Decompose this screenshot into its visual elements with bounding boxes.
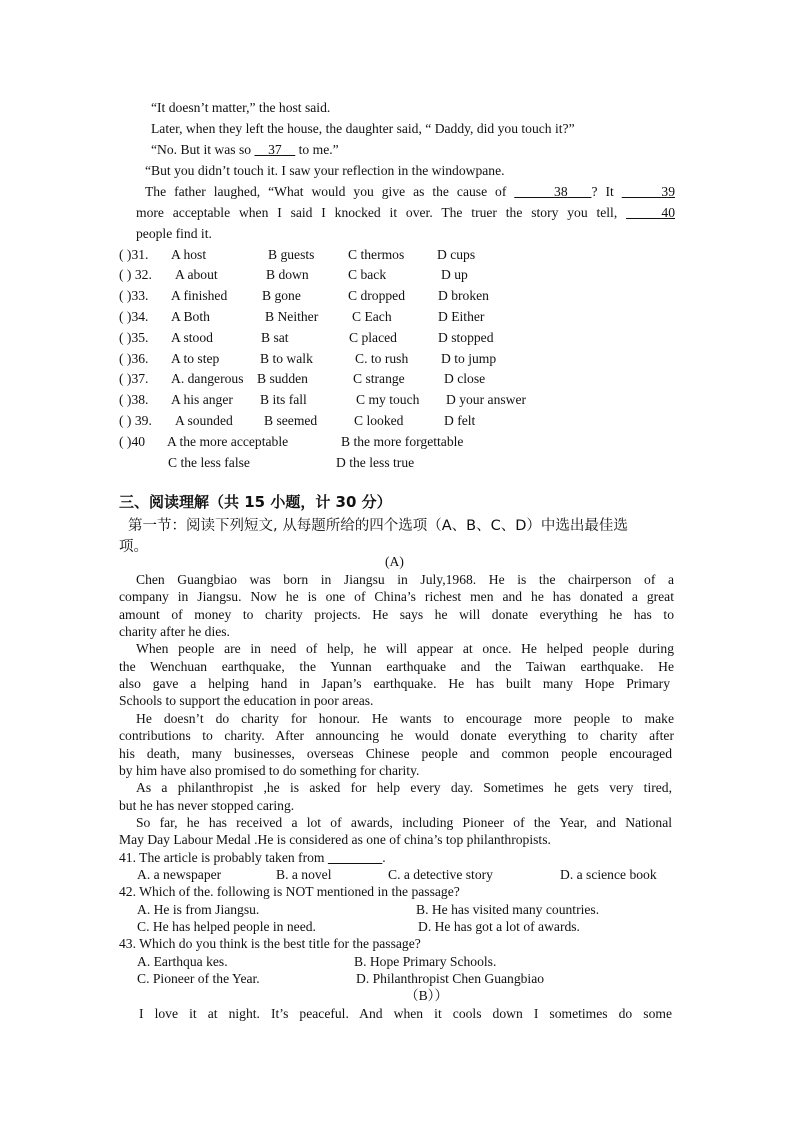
question-number: ( )36.	[119, 351, 149, 366]
option-a: A. Earthqua kes.	[137, 954, 228, 969]
question-number: ( )34.	[119, 309, 149, 324]
option-b: B Neither	[265, 309, 319, 324]
question-number: ( )35.	[119, 330, 149, 345]
question-number: ( ) 32.	[119, 267, 152, 282]
option-b: B. He has visited many countries.	[416, 902, 600, 917]
section-heading: 三、阅读理解（共 15 小题，计 30 分）	[119, 493, 392, 511]
passage-line: amount of money to charity projects. He says he will donate everything he has to	[119, 607, 674, 622]
option-b: B down	[266, 267, 309, 282]
story-text: The father laughed, “What would you give as the cause of	[145, 184, 507, 199]
blank-37: 37	[268, 142, 282, 157]
question-number: ( ) 39.	[119, 413, 152, 428]
blank-40: 40	[661, 205, 675, 220]
passage-line: company in Jiangsu. Now he is one of China’s richest men and he has donated a great	[119, 589, 674, 604]
question-stem: 41. The article is probably taken from .	[119, 850, 386, 865]
passage-line: So far, he has received a lot of awards, including Pioneer of the Year, and National	[136, 815, 672, 830]
option-c: C Each	[352, 309, 392, 324]
passage-line: When people are in need of help, he will appear at once. He helped people during	[136, 641, 674, 656]
story-line: Later, when they left the house, the daughter said, “ Daddy, did you touch it?”	[151, 121, 575, 136]
option-c: C my touch	[356, 392, 420, 407]
option-a: A his anger	[171, 392, 233, 407]
section-instructions: 项。	[119, 539, 148, 555]
passage-line: He doesn’t do charity for honour. He wants to encourage more people to make	[136, 711, 674, 726]
story-line: “But you didn’t touch it. I saw your reflection in the windowpane.	[145, 163, 505, 178]
option-a: A Both	[171, 309, 210, 324]
option-a: A. dangerous	[171, 371, 244, 386]
passage-line: As a philanthropist ,he is asked for help every day. Sometimes he gets very tired,	[136, 780, 672, 795]
option-b: B. a novel	[276, 867, 332, 882]
answer-blank	[328, 850, 382, 865]
story-line	[145, 183, 675, 201]
question-number: ( )37.	[119, 371, 149, 386]
passage-line: May Day Labour Medal .He is considered as one of china’s top philanthropists.	[119, 832, 551, 847]
option-b: B gone	[262, 288, 301, 303]
option-d: D. Philanthropist Chen Guangbiao	[356, 971, 545, 986]
passage-line: also gave a helping hand in Japan’s earthquake. He has built many Hope Primary	[119, 676, 670, 691]
option-d: D broken	[438, 288, 489, 303]
passage-line: but he has never stopped caring.	[119, 798, 295, 813]
option-c: C looked	[354, 413, 404, 428]
option-d: D stopped	[438, 330, 494, 345]
option-a: A about	[175, 267, 218, 282]
option-c: C. a detective story	[388, 867, 493, 882]
option-d: D the less true	[336, 455, 415, 470]
option-a: A. He is from Jiangsu.	[137, 902, 260, 917]
story-line	[151, 141, 339, 159]
passage-label: (A)	[385, 554, 404, 569]
question-stem: 43. Which do you think is the best title for the passage?	[119, 936, 421, 951]
passage-line: his death, many businesses, overseas Chinese people and common people encouraged	[119, 746, 672, 761]
passage-line: I love it at night. It’s peaceful. And when it cools down I sometimes do some	[139, 1006, 672, 1021]
story-text: more acceptable when I said I knocked it over. The truer the story you tell,	[136, 205, 618, 220]
question-number: ( )38.	[119, 392, 149, 407]
option-a: A host	[171, 247, 207, 262]
option-b: B guests	[268, 247, 315, 262]
option-c: C. He has helped people in need.	[137, 919, 316, 934]
option-b: B seemed	[264, 413, 318, 428]
option-c: C strange	[353, 371, 405, 386]
blank-39: 39	[661, 184, 676, 199]
option-c: C. Pioneer of the Year.	[137, 971, 260, 986]
question-stem: 42. Which of the. following is NOT mentioned in the passage?	[119, 884, 460, 899]
option-d: D. a science book	[560, 867, 657, 882]
option-c: C dropped	[348, 288, 406, 303]
option-b: B to walk	[260, 351, 313, 366]
story-text: ? It	[591, 184, 614, 199]
option-a: A finished	[171, 288, 228, 303]
option-a: A the more acceptable	[167, 434, 289, 449]
option-c: C back	[348, 267, 387, 282]
question-number: ( )40	[119, 434, 146, 449]
option-b: B the more forgettable	[341, 434, 464, 449]
option-a: A stood	[171, 330, 213, 345]
section-instructions: 第一节：阅读下列短文, 从每题所给的四个选项（A、B、C、D）中选出最佳选	[128, 518, 628, 534]
option-d: D cups	[437, 247, 476, 262]
option-c: C the less false	[168, 455, 250, 470]
option-d: D. He has got a lot of awards.	[418, 919, 580, 934]
passage-line: by him have also promised to do something for charity.	[119, 763, 420, 778]
passage-line: contributions to charity. After announcing he would donate everything to charity after	[119, 728, 674, 743]
passage-line: charity after he dies.	[119, 624, 230, 639]
option-d: D Either	[438, 309, 485, 324]
option-b: B sat	[261, 330, 289, 345]
option-b: B its fall	[260, 392, 307, 407]
option-a: A sounded	[175, 413, 233, 428]
question-number: ( )31.	[119, 247, 149, 262]
option-c: C placed	[349, 330, 397, 345]
option-b: B. Hope Primary Schools.	[354, 954, 497, 969]
option-d: D up	[441, 267, 468, 282]
story-line: people find it.	[136, 226, 212, 241]
option-b: B sudden	[257, 371, 308, 386]
story-text: to me.”	[298, 142, 339, 157]
option-d: D close	[444, 371, 486, 386]
story-line: “It doesn’t matter,” the host said.	[151, 100, 331, 115]
story-text: “No. But it was so	[151, 142, 252, 157]
option-c: C. to rush	[355, 351, 409, 366]
option-d: D your answer	[446, 392, 527, 407]
option-d: D felt	[444, 413, 476, 428]
option-a: A to step	[171, 351, 220, 366]
option-c: C thermos	[348, 247, 405, 262]
passage-line: Chen Guangbiao was born in Jiangsu in July,1968. He is the chairperson of a	[136, 572, 674, 587]
passage-label: （B））	[405, 988, 449, 1003]
option-a: A. a newspaper	[137, 867, 222, 882]
option-d: D to jump	[441, 351, 497, 366]
blank-38: 38	[554, 184, 568, 199]
story-line	[136, 204, 675, 222]
passage-line: Schools to support the education in poor areas.	[119, 693, 374, 708]
question-number: ( )33.	[119, 288, 149, 303]
passage-line: the Wenchuan earthquake, the Yunnan earthquake and the Taiwan earthquake. He	[119, 659, 674, 674]
